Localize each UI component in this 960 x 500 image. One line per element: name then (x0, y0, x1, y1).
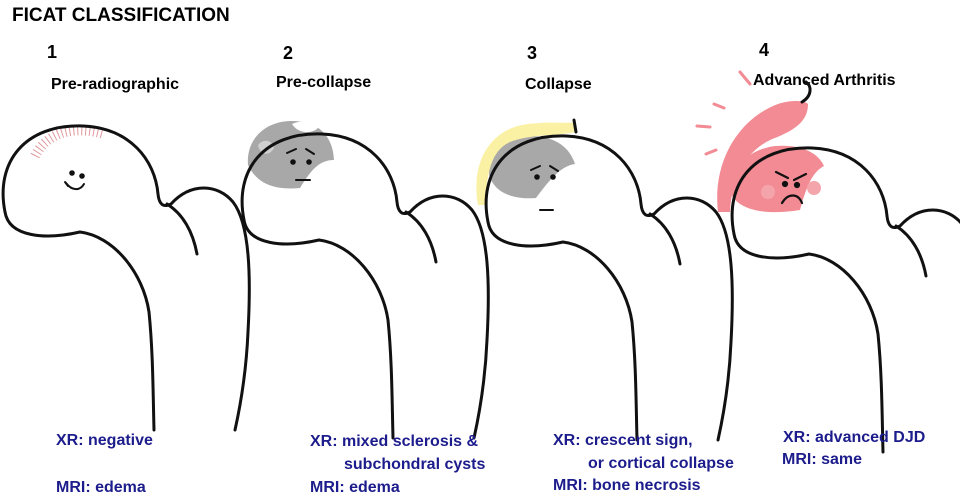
stage-1-xr: XR: negative (56, 432, 153, 449)
femur-stage-3 (476, 120, 732, 440)
stage-2-number: 2 (283, 43, 294, 63)
femur-stage-4 (697, 72, 960, 452)
stage-2-mri: MRI: edema (310, 479, 400, 496)
stage-3-label: Collapse (525, 76, 592, 93)
stage-2-xr: XR: mixed sclerosis & (310, 433, 479, 450)
femur-stage-2 (242, 121, 488, 438)
stage-3-xr: XR: crescent sign, (553, 432, 693, 449)
stage-3-xr-continued: or cortical collapse (588, 455, 734, 472)
stage-2-xr-continued: subchondral cysts (344, 456, 486, 473)
femur-stage-1 (3, 126, 249, 430)
stage-2-label: Pre-collapse (276, 74, 372, 91)
stage-1-number: 1 (47, 42, 58, 62)
face-smile-icon (65, 171, 84, 189)
stage-4-number: 4 (759, 40, 770, 60)
stage-1-mri: MRI: edema (56, 479, 146, 496)
stage-4-label: Advanced Arthritis (753, 72, 896, 89)
stage-4-mri: MRI: same (782, 451, 863, 468)
stage-3-mri: MRI: bone necrosis (553, 477, 701, 494)
stage-1-label: Pre-radiographic (51, 76, 180, 93)
stage-4-xr: XR: advanced DJD (783, 429, 926, 446)
diagram-title: FICAT CLASSIFICATION (12, 5, 230, 26)
stage-3-number: 3 (527, 43, 538, 63)
